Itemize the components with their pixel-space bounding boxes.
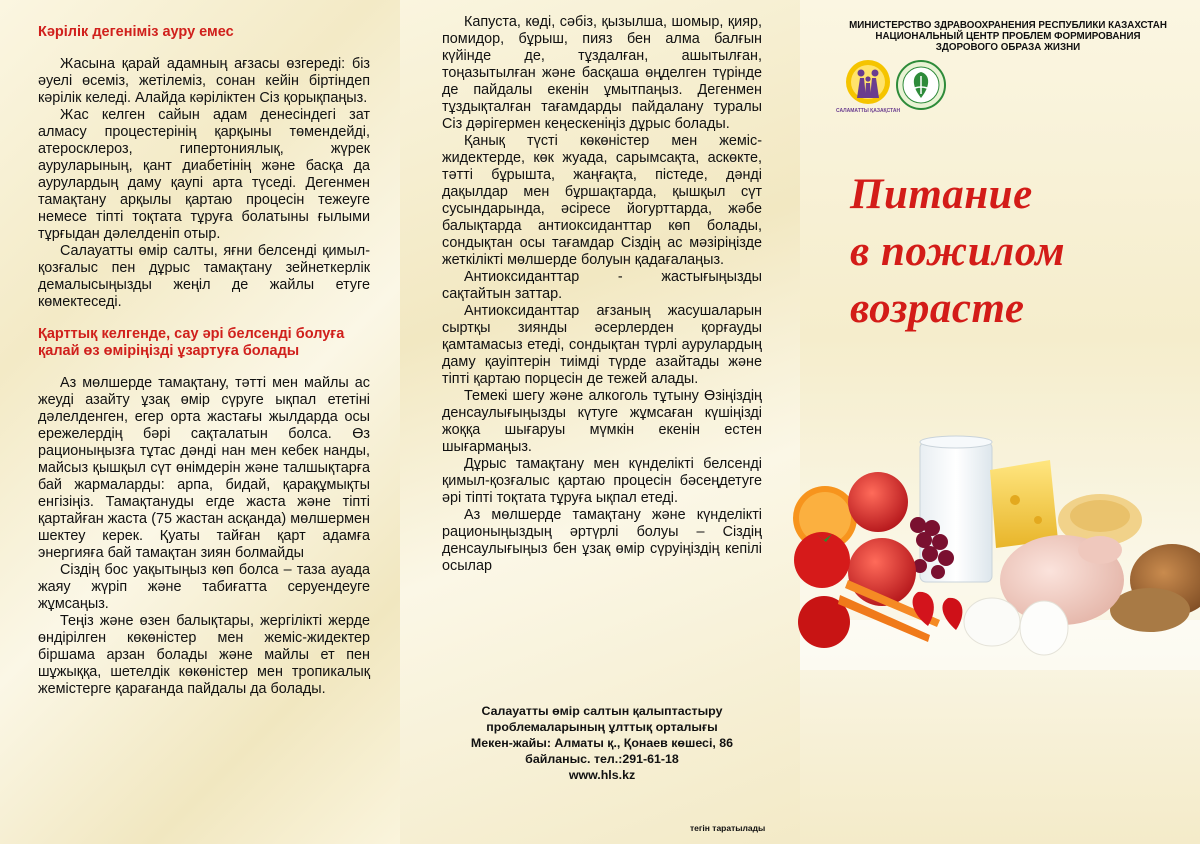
middle-panel	[400, 0, 800, 844]
organization-footer	[442, 703, 762, 783]
footer-line: Салауатты өмір салтын қалыптастыру	[481, 704, 723, 718]
logo-caption: САЛАМАТТЫ ҚАЗАҚСТАН	[835, 108, 901, 114]
ministry-header	[828, 20, 1188, 53]
brochure-title	[850, 166, 1065, 337]
free-distribution-note: тегін таратылады	[690, 823, 766, 833]
ministry-line: ЗДОРОВОГО ОБРАЗА ЖИЗНИ	[935, 42, 1081, 53]
footer-address: Мекен-жайы: Алматы қ., Қонаев көшесі, 86	[470, 736, 734, 750]
paragraph: Темекі шегу және алкоголь тұтыну Өзіңіздің денсаулығыңызды күтуге жұмсаған күшіңізді жоққа шығаруы мүмкін екенін естен шығармаңыз.	[442, 388, 762, 455]
paragraph: Дұрыс тамақтану мен күнделікті белсенді қимыл-қозғалыс қартаю процесін бәсеңдетуге әрі тіпті тоқтата тұруға ықпал етеді.	[442, 456, 762, 506]
paragraph: Жас келген сайын адам денесіндегі зат алмасу процестерінің қарқыны төмендейді, атеросклероз, гипертониялық, жүрек ауруларының, қант диабетінің және басқа да аурулардың даму қаупі арта түседі. Дегенмен тамақтану арқылы қартаю процесін тежеуге немесе тіпті тоқтата тұруға болатыны ғылыми тұрғыдан дәлелденіп отыр.	[38, 107, 370, 242]
footer-phone: байланыс. тел.:291-61-18	[525, 752, 679, 766]
food-illustration	[800, 430, 1200, 670]
paragraph: Салауатты өмір салты, яғни белсенді қимыл-қозғалыс пен дұрыс тамақтану зейнеткерлік демалысыңызды жеңіл де жайлы етуге көмектеседі.	[38, 243, 370, 310]
paragraph: Аз мөлшерде тамақтану, тәтті мен майлы ас жеуді азайту ұзақ өмір сүруге ықпал ететіні дәлелденген, егер орта жастағы жылдарда осы ережелердің бәрі сақталатын болса. Өз рационыңызға тұтас дәнді нан мен кебек нанды, майсыз қышқыл сүт өнімдерін және талшықтарға бай жармаларды: арпа, бидай, қарақұмықты енгізіңіз. Тамақтануды егде жаста және тіпті қартайған жаста (75 жастан асқанда) мөлшермен шектеу керек. Қуаты тайған қарт адамға энергияға бай тамақтан зиян болмайды	[38, 375, 370, 561]
cover-panel	[800, 0, 1200, 844]
footer-website: www.hls.kz	[568, 768, 636, 782]
title-line: возрасте	[850, 285, 1025, 332]
title-line: в пожилом	[850, 228, 1066, 275]
heading-aging-not-disease: Кәрілік дегеніміз ауру емес	[38, 24, 234, 40]
paragraph: Сіздің бос уақытыңыз көп болса – таза ауада жаяу жүріп және табиғатта серуендеуге жұмсаңыз.	[38, 562, 370, 612]
paragraph: Қанық түсті көкөністер мен жеміс-жидектерде, көк жуада, сарымсақта, аскөкте, тәтті бұрышта, жаңғақта, пістеде, дәнді дақылдар мен бұршақтарда, қышқыл сүт сусындарында, әсіресе йогурттарда, жәбе балықтарда антиоксиданттар көп болады, сондықтан осы тағамдар Сіздің ас мәзіріңізде жеткілікті мөлшерде болуын қадағалаңыз.	[442, 133, 762, 268]
paragraph: Антиоксиданттар - жастығыңызды сақтайтын заттар.	[442, 269, 762, 302]
paragraph: Аз мөлшерде тамақтану және күнделікті рационыңыздың әртүрлі болуы – Сіздің денсаулығыңыз бен ұзақ өмір сүруіңіздің кепілі осылар	[442, 507, 762, 574]
title-line: Питание	[850, 171, 1033, 218]
paragraph: Капуста, көді, сәбіз, қызылша, шомыр, қияр, помидор, бұрыш, пияз бен алма балғын күйінде де, тұздалған, ашытылған, тоңазытылған және басқаша өңделген түрінде де пайдалы екенін ұмытпаңыз. Дегенмен тұздықталған тағамдарды пайдалану туралы Сіз дәрігермен кеңескеніңіз дұрыс болады.	[442, 14, 762, 132]
ministry-line: НАЦИОНАЛЬНЫЙ ЦЕНТР ПРОБЛЕМ ФОРМИРОВАНИЯ	[875, 31, 1141, 42]
ministry-line: МИНИСТЕРСТВО ЗДРАВООХРАНЕНИЯ РЕСПУБЛИКИ КАЗАХСТАН	[849, 20, 1167, 31]
left-panel	[0, 0, 400, 844]
heading-healthy-old-age: Қарттық келгенде, сау әрі белсенді болуға қалай өз өміріңізді ұзартуға болады	[38, 326, 345, 359]
footer-line: проблемаларының ұлттық орталығы	[486, 720, 718, 734]
salamatty-kazakhstan-logo	[835, 58, 901, 116]
paragraph: Теңіз және өзен балықтары, жергілікті жерде өндірілген көкөністер мен жеміс-жидектер біршама арзан болады және майлы ет пен шұжыққа, шетелдік көкөністер мен тропикалық жемістерге қарағанда пайдалы да болады.	[38, 613, 370, 697]
paragraph: Антиоксиданттар ағзаның жасушаларын сыртқы зиянды әсерлерден қорғауды қамтамасыз етеді, сондықтан түрлі аурулардың даму қауіптерін тиімді түрде азайтады және тіпті қартаю порцесін де тежей алады.	[442, 303, 762, 387]
national-center-logo	[896, 60, 946, 110]
paragraph: Жасына қарай адамның ағзасы өзгереді: біз әуелі өсеміз, жетілеміз, сонан кейін біртіндеп кәрілік келеді. Алайда кәріліктен Сіз қорықпаңыз.	[38, 56, 370, 106]
